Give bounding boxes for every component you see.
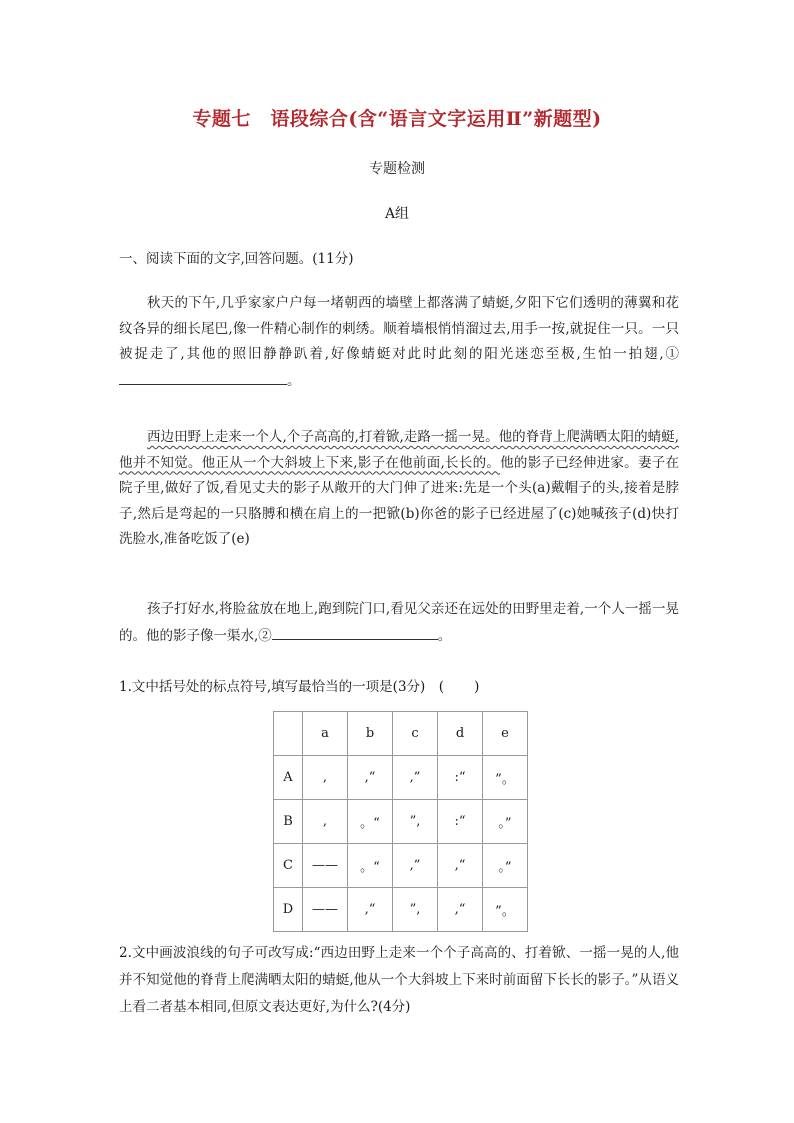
group-label: A组	[384, 206, 410, 222]
table-cell: ——	[303, 888, 348, 932]
table-cell: ,”	[393, 756, 438, 800]
option-label: A	[274, 756, 303, 800]
punctuation-options-table	[273, 711, 528, 932]
answer-paren-close: )	[474, 679, 480, 695]
page-title: 专题七 语段综合(含“语言文字运用Ⅱ”新题型)	[192, 108, 602, 130]
answer-blank-2	[272, 623, 438, 640]
blank-marker-1: ①	[663, 346, 680, 362]
table-header-cell	[274, 712, 303, 756]
paragraph-3-text: 孩子打好水,将脸盆放在地上,跑到院门口,看见父亲还在远处的田野里走着,一个人一摇一晃的。他的影子像一渠水,	[119, 601, 679, 644]
table-cell: ,	[303, 800, 348, 844]
table-header-cell: b	[348, 712, 393, 756]
table-cell: :“	[438, 756, 483, 800]
passage-paragraph-1	[119, 291, 679, 394]
subtitle: 专题检测	[369, 161, 425, 177]
table-cell: ”。	[483, 888, 528, 932]
table-cell: ,“	[348, 756, 393, 800]
paragraph-2-rest: 他的影子已经伸进家。妻子在院子里,做好了饭,看见丈夫的影子从敞开的大门伸了进来:先是一个头(a)戴帽子的头,接着是脖子,然后是弯起的一只胳膊和横在肩上的一把锨(b)你爸的影子已经进屋了(c)她喊孩子(d)快打洗脸水,准备吃饭了(e)	[119, 454, 679, 547]
table-cell: ,	[303, 756, 348, 800]
passage-paragraph-2	[119, 425, 679, 553]
section-heading: 一、阅读下面的文字,回答问题。(11分)	[119, 251, 354, 267]
answer-paren-open: (	[438, 679, 445, 695]
table-cell: :“	[438, 800, 483, 844]
question-2: 2.文中画波浪线的句子可改写成:“西边田野上走来一个个子高高的、打着锨、一摇一晃的人,他并不知觉他的脊背上爬满晒太阳的蜻蜓,他从一个大斜坡上下来时前面留下长长的影子。”从语义上看二者基本相同,但原文表达更好,为什么?(4分)	[119, 945, 679, 1015]
table-cell: ”。	[483, 756, 528, 800]
table-cell: ,”	[393, 844, 438, 888]
question-1-text: 1.文中括号处的标点符号,填写最恰当的一项是(3分)	[119, 679, 426, 695]
blank-marker-2: ②	[258, 627, 272, 644]
paragraph-1-text: 秋天的下午,几乎家家户户每一堵朝西的墙壁上都落满了蜻蜓,夕阳下它们透明的薄翼和花纹各异的细长尾巴,像一件精心制作的刺绣。顺着墙根悄悄溜过去,用手一按,就捉住一只。一只被捉走了,其他的照旧静静趴着,好像蜻蜓对此时此刻的阳光迷恋至极,生怕一拍翅,	[119, 295, 679, 362]
answer-blank-1	[119, 368, 287, 385]
table-cell: 。“	[348, 844, 393, 888]
table-cell: ,“	[438, 844, 483, 888]
question-1	[119, 675, 679, 695]
option-label: B	[274, 800, 303, 844]
table-header-row	[274, 712, 528, 756]
paragraph-1-end: 。	[287, 372, 301, 389]
table-cell: ,“	[438, 888, 483, 932]
table-row	[274, 800, 528, 844]
table-cell: 。”	[483, 800, 528, 844]
wavy-underlined-sentence: 西边田野上走来一个人,个子高高的,打着锨,走路一摇一晃。他的脊背上爬满晒太阳的蜻蜓,他并不知觉。他正从一个大斜坡上下来,影子在他前面,长长的。	[119, 429, 679, 471]
table-header-cell: e	[483, 712, 528, 756]
table-cell: ——	[303, 844, 348, 888]
option-label: D	[274, 888, 303, 932]
table-cell: 。”	[483, 844, 528, 888]
table-cell: ,“	[348, 888, 393, 932]
passage-paragraph-3	[119, 597, 679, 649]
table-row	[274, 888, 528, 932]
table-row	[274, 756, 528, 800]
table-row	[274, 844, 528, 888]
option-label: C	[274, 844, 303, 888]
table-cell: ”,	[393, 800, 438, 844]
table-cell: 。“	[348, 800, 393, 844]
table-cell: ”,	[393, 888, 438, 932]
table-header-cell: a	[303, 712, 348, 756]
table-header-cell: c	[393, 712, 438, 756]
table-header-cell: d	[438, 712, 483, 756]
paragraph-3-end: 。	[437, 627, 452, 644]
